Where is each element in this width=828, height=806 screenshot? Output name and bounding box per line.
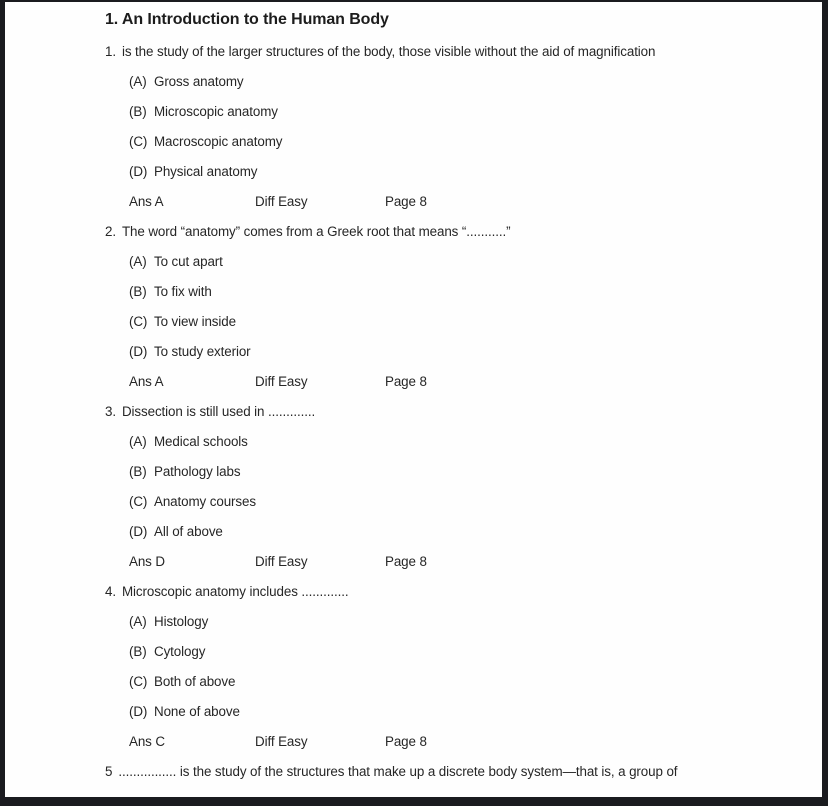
option-text: Histology — [154, 613, 209, 629]
question-5-text: ................ is the study of the structures that make up a discrete body system—that is, a group of — [118, 763, 678, 779]
option-label: (D) — [129, 163, 148, 179]
option-label: (D) — [129, 703, 148, 719]
document-page[interactable] — [5, 2, 822, 797]
option-text: Macroscopic anatomy — [154, 133, 283, 149]
question-1-number: 1. — [105, 43, 116, 59]
question-1-meta — [5, 186, 822, 216]
question-2-row — [5, 216, 822, 246]
option-text: To view inside — [154, 313, 236, 329]
question-2-option-b — [5, 276, 822, 306]
question-2-number: 2. — [105, 223, 116, 239]
option-text: To study exterior — [154, 343, 251, 359]
page-ref-value: Page 8 — [385, 553, 427, 569]
option-label: (A) — [129, 253, 147, 269]
question-4-option-a — [5, 606, 822, 636]
question-1-option-a — [5, 66, 822, 96]
question-3-option-b — [5, 456, 822, 486]
answer-value: Ans A — [129, 193, 164, 209]
option-text: Both of above — [154, 673, 236, 689]
question-1-option-c — [5, 126, 822, 156]
page-title: 1. An Introduction to the Human Body — [105, 11, 389, 28]
question-1-option-b — [5, 96, 822, 126]
difficulty-value: Diff Easy — [255, 733, 308, 749]
page-ref-value: Page 8 — [385, 373, 427, 389]
option-text: Physical anatomy — [154, 163, 258, 179]
option-label: (C) — [129, 313, 148, 329]
question-4-option-c — [5, 666, 822, 696]
question-3-option-d — [5, 516, 822, 546]
option-text: Anatomy courses — [154, 493, 256, 509]
difficulty-value: Diff Easy — [255, 553, 308, 569]
question-1-row — [5, 36, 822, 66]
option-label: (C) — [129, 493, 148, 509]
option-label: (A) — [129, 433, 147, 449]
option-text: To fix with — [154, 283, 212, 299]
option-label: (A) — [129, 73, 147, 89]
difficulty-value: Diff Easy — [255, 193, 308, 209]
option-label: (B) — [129, 283, 147, 299]
option-text: Cytology — [154, 643, 206, 659]
option-text: Gross anatomy — [154, 73, 244, 89]
question-5-row — [5, 756, 822, 786]
option-text: All of above — [154, 523, 223, 539]
option-label: (B) — [129, 643, 147, 659]
option-label: (D) — [129, 343, 148, 359]
question-4-option-d — [5, 696, 822, 726]
question-2-text: The word “anatomy” comes from a Greek root that means “...........” — [121, 223, 511, 239]
question-3-meta — [5, 546, 822, 576]
question-3-row — [5, 396, 822, 426]
question-3-text: Dissection is still used in ............. — [121, 403, 316, 419]
answer-value: Ans C — [129, 733, 165, 749]
question-3-option-c — [5, 486, 822, 516]
question-3-number: 3. — [105, 403, 116, 419]
option-label: (C) — [129, 673, 148, 689]
question-3-option-a — [5, 426, 822, 456]
question-2-meta — [5, 366, 822, 396]
option-text: None of above — [154, 703, 240, 719]
difficulty-value: Diff Easy — [255, 373, 308, 389]
answer-value: Ans A — [129, 373, 164, 389]
question-4-option-b — [5, 636, 822, 666]
page-ref-value: Page 8 — [385, 193, 427, 209]
question-4-text: Microscopic anatomy includes ............. — [121, 583, 349, 599]
option-text: Medical schools — [154, 433, 248, 449]
question-list — [5, 36, 822, 786]
question-1-text: is the study of the larger structures of the body, those visible without the aid of magnification — [121, 43, 656, 59]
option-label: (B) — [129, 103, 147, 119]
option-text: Microscopic anatomy — [154, 103, 278, 119]
question-2-option-d — [5, 336, 822, 366]
question-4-meta — [5, 726, 822, 756]
question-4-number: 4. — [105, 583, 116, 599]
option-label: (A) — [129, 613, 147, 629]
question-4-row — [5, 576, 822, 606]
option-text: Pathology labs — [154, 463, 241, 479]
question-5-number: 5 — [105, 763, 113, 779]
question-1-option-d — [5, 156, 822, 186]
question-2-option-c — [5, 306, 822, 336]
answer-value: Ans D — [129, 553, 165, 569]
page-ref-value: Page 8 — [385, 733, 427, 749]
option-text: To cut apart — [154, 253, 223, 269]
option-label: (D) — [129, 523, 148, 539]
question-2-option-a — [5, 246, 822, 276]
option-label: (B) — [129, 463, 147, 479]
option-label: (C) — [129, 133, 148, 149]
